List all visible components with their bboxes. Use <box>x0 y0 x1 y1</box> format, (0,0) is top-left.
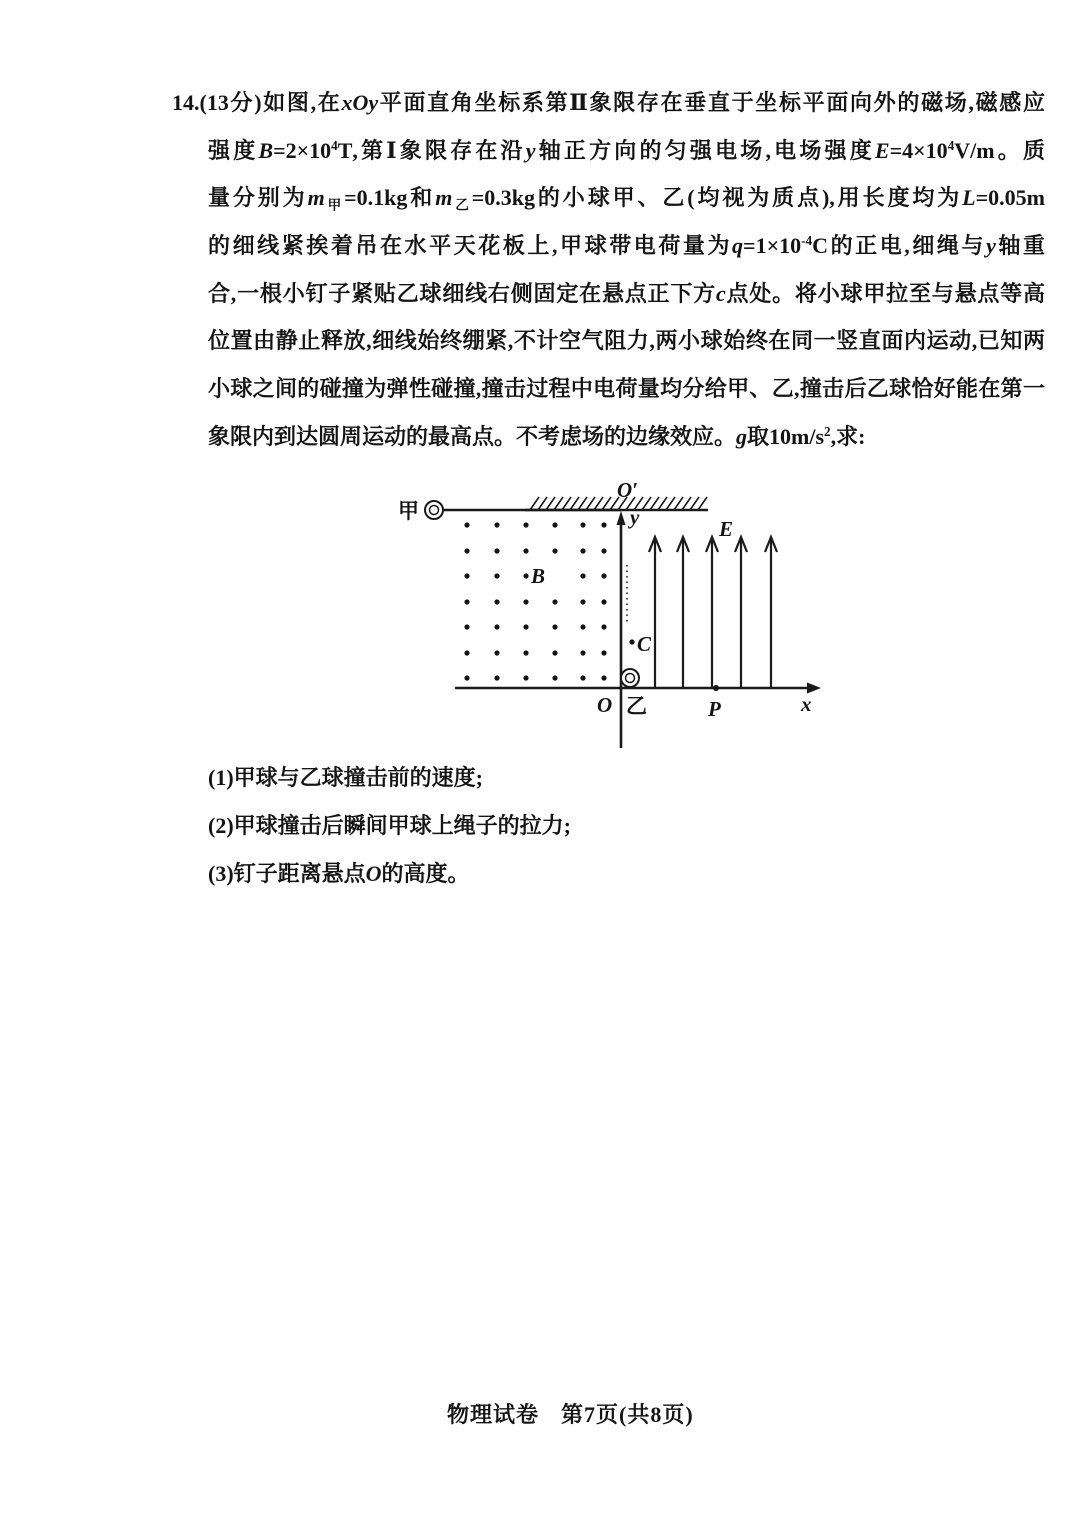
magnetic-field-dot <box>464 650 469 655</box>
hatch-mark <box>690 497 699 510</box>
hatch-mark <box>602 497 611 510</box>
magnetic-field-dot <box>494 522 499 527</box>
sub-question-text <box>208 813 571 838</box>
superscript: 4 <box>947 137 955 153</box>
magnetic-field-dot <box>601 599 606 604</box>
hatch-mark <box>674 497 683 510</box>
math-symbol: c <box>715 280 726 306</box>
text-run: 强度 <box>208 137 259 163</box>
math-symbol: xOy <box>341 90 379 115</box>
magnetic-field-dot <box>523 522 528 527</box>
math-symbol: O <box>365 861 382 886</box>
text-run: (1)甲球与乙球撞击前的速度; <box>208 765 483 790</box>
magnetic-field-dot <box>580 599 585 604</box>
problem-line-8 <box>208 413 1045 461</box>
magnetic-field-dot <box>523 599 528 604</box>
ball-jia-label: 甲 <box>398 499 419 523</box>
text-run: 的细线紧挨着吊在水平天花板上,甲球带电荷量为 <box>208 233 733 259</box>
magnetic-field-dot <box>464 522 469 527</box>
hatch-mark <box>594 497 603 510</box>
point-p-label: P <box>708 697 721 721</box>
magnetic-field-dot <box>523 650 528 655</box>
footer-page-number: 第7页(共8页) <box>561 1402 694 1427</box>
magnetic-field-dot <box>552 675 557 680</box>
math-symbol: g <box>736 423 748 449</box>
problem-number: 14. <box>172 90 200 115</box>
y-axis-label: y <box>630 505 640 529</box>
text-run: 位置由静止释放,细线始终绷紧,不计空气阻力,两小球始终在同一竖直面内运动,已知两 <box>208 328 1045 354</box>
magnetic-field-dot <box>601 650 606 655</box>
text-run: 如图,在 <box>261 90 342 115</box>
problem-14 <box>172 79 1045 461</box>
text-run: =0.05m <box>975 185 1045 211</box>
magnetic-field-dot <box>580 573 585 578</box>
magnetic-field-dot <box>601 573 606 578</box>
hatch-mark <box>586 497 595 510</box>
magnetic-field-label: B <box>531 564 546 588</box>
text-run: =1×10 <box>743 233 802 259</box>
field-arrow <box>706 537 718 688</box>
magnetic-field-dot <box>601 675 606 680</box>
magnetic-field-dot <box>464 599 469 604</box>
math-symbol: E <box>874 137 890 163</box>
magnetic-field-dot <box>494 650 499 655</box>
hatch-mark <box>658 497 667 510</box>
math-symbol: y <box>986 233 996 259</box>
ball-yi <box>621 669 639 687</box>
field-arrow <box>677 537 689 688</box>
text-run: ,求: <box>830 423 866 449</box>
text-run: (2)甲球撞击后瞬间甲球上绳子的拉力; <box>208 813 571 838</box>
nail-label: C <box>637 632 652 656</box>
text-run: 量分别为 <box>208 185 308 211</box>
superscript: 2 <box>824 423 831 439</box>
magnetic-field-dot <box>552 650 557 655</box>
math-symbol: y <box>525 137 536 163</box>
hatch-mark <box>650 497 659 510</box>
magnetic-field-dot <box>523 624 528 629</box>
x-axis-label: x <box>801 692 812 716</box>
text-run: 平面直角坐标系第Ⅱ象限存在垂直于坐标平面向外的磁场,磁感应 <box>378 90 1045 115</box>
problem-line-1 <box>172 79 1045 127</box>
hatch-mark <box>578 497 587 510</box>
text-run: =0.1kg和 <box>344 185 436 211</box>
page-footer <box>447 1399 694 1431</box>
magnetic-field-dot <box>580 650 585 655</box>
text-run: 的高度。 <box>381 861 470 886</box>
magnetic-field-dot <box>494 573 499 578</box>
subscript: 乙 <box>452 197 472 213</box>
magnetic-field-dot <box>523 675 528 680</box>
text-run: C的正电,细绳与 <box>812 233 987 259</box>
problem-text <box>208 281 1045 306</box>
problem-text <box>208 376 1045 401</box>
magnetic-field-dot <box>494 548 499 553</box>
text-run: (3)钉子距离悬点 <box>208 861 366 886</box>
text-run: 点处。将小球甲拉至与悬点等高 <box>725 280 1045 306</box>
text-run: =2×10 <box>273 137 332 163</box>
field-arrow <box>765 537 777 688</box>
magnetic-field-dots <box>464 522 606 680</box>
nail-point <box>629 639 634 644</box>
text-run: =4×10 <box>889 137 948 163</box>
magnetic-field-dot <box>494 675 499 680</box>
superscript: 4 <box>331 137 338 153</box>
problem-text <box>208 185 1045 213</box>
magnetic-field-dot <box>494 624 499 629</box>
problem-line-7 <box>208 365 1045 413</box>
math-symbol: m <box>307 185 325 211</box>
hatch-mark <box>642 497 651 510</box>
problem-line-2 <box>208 127 1045 175</box>
magnetic-field-dot <box>580 624 585 629</box>
magnetic-field-dot <box>523 548 528 553</box>
text-run: V/m。质 <box>954 137 1045 163</box>
math-symbol: q <box>732 233 744 259</box>
magnetic-field-dot <box>552 599 557 604</box>
text-run: T,第Ⅰ象限存在沿 <box>337 137 526 163</box>
magnetic-field-dot <box>464 624 469 629</box>
field-arrow <box>735 537 747 688</box>
magnetic-field-dot <box>523 573 528 578</box>
sub-questions <box>208 754 571 898</box>
hatch-mark <box>682 497 691 510</box>
math-symbol: L <box>962 185 976 211</box>
physics-diagram <box>390 470 830 752</box>
electric-field-arrows <box>649 537 777 688</box>
problem-text <box>208 233 1045 258</box>
text-run: 轴正方向的匀强电场,电场强度 <box>535 137 875 163</box>
suspension-point-label: O′ <box>617 478 639 502</box>
magnetic-field-dot <box>601 522 606 527</box>
point-p <box>713 685 719 691</box>
electric-field-label: E <box>719 517 734 541</box>
magnetic-field-dot <box>580 548 585 553</box>
problem-line-3 <box>208 174 1045 222</box>
origin-label: O <box>597 693 613 717</box>
problem-line-5 <box>208 270 1045 318</box>
magnetic-field-dot <box>601 624 606 629</box>
text-run: =0.3kg的小球甲、乙(均视为质点),用长度均为 <box>471 185 963 211</box>
text-run: 轴重 <box>995 233 1045 259</box>
text-run: 取10m/s <box>747 423 825 449</box>
math-symbol: m <box>435 185 453 211</box>
hatch-mark <box>538 497 547 510</box>
problem-text <box>262 90 1045 115</box>
superscript: -4 <box>801 232 813 248</box>
sub-question-2 <box>208 802 571 850</box>
problem-line-6 <box>208 317 1045 365</box>
hatch-mark <box>530 497 539 510</box>
problem-points: (13分) <box>199 90 262 115</box>
hatch-mark <box>698 497 707 510</box>
magnetic-field-dot <box>580 675 585 680</box>
problem-text <box>208 328 1045 353</box>
hatch-mark <box>666 497 675 510</box>
sub-question-3 <box>208 850 571 898</box>
problem-line-4 <box>208 222 1045 270</box>
ball-jia <box>425 501 443 519</box>
hatch-mark <box>570 497 579 510</box>
math-symbol: B <box>258 137 274 163</box>
sub-question-text <box>208 861 470 886</box>
problem-text <box>208 424 865 449</box>
subscript: 甲 <box>324 197 345 213</box>
sub-question-text <box>208 765 483 790</box>
magnetic-field-dot <box>601 548 606 553</box>
field-arrow <box>649 537 661 688</box>
text-run: 小球之间的碰撞为弹性碰撞,撞击过程中电荷量均分给甲、乙,撞击后乙球恰好能在第一 <box>208 376 1045 402</box>
magnetic-field-dot <box>552 624 557 629</box>
footer-subject: 物理试卷 <box>447 1402 540 1427</box>
magnetic-field-dot <box>464 548 469 553</box>
ball-yi-label: 乙 <box>626 694 647 718</box>
magnetic-field-dot <box>552 522 557 527</box>
magnetic-field-dot <box>552 548 557 553</box>
text-run: 合,一根小钉子紧贴乙球细线右侧固定在悬点正下方 <box>208 280 716 306</box>
magnetic-field-dot <box>464 675 469 680</box>
hatch-mark <box>546 497 555 510</box>
sub-question-1 <box>208 754 571 802</box>
magnetic-field-dot <box>494 599 499 604</box>
hatch-mark <box>554 497 563 510</box>
magnetic-field-dot <box>464 573 469 578</box>
y-axis-arrow-icon <box>617 511 626 525</box>
problem-text <box>208 138 1045 163</box>
magnetic-field-dot <box>580 522 585 527</box>
hatch-mark <box>562 497 571 510</box>
text-run: 象限内到达圆周运动的最高点。不考虑场的边缘效应。 <box>208 423 737 449</box>
